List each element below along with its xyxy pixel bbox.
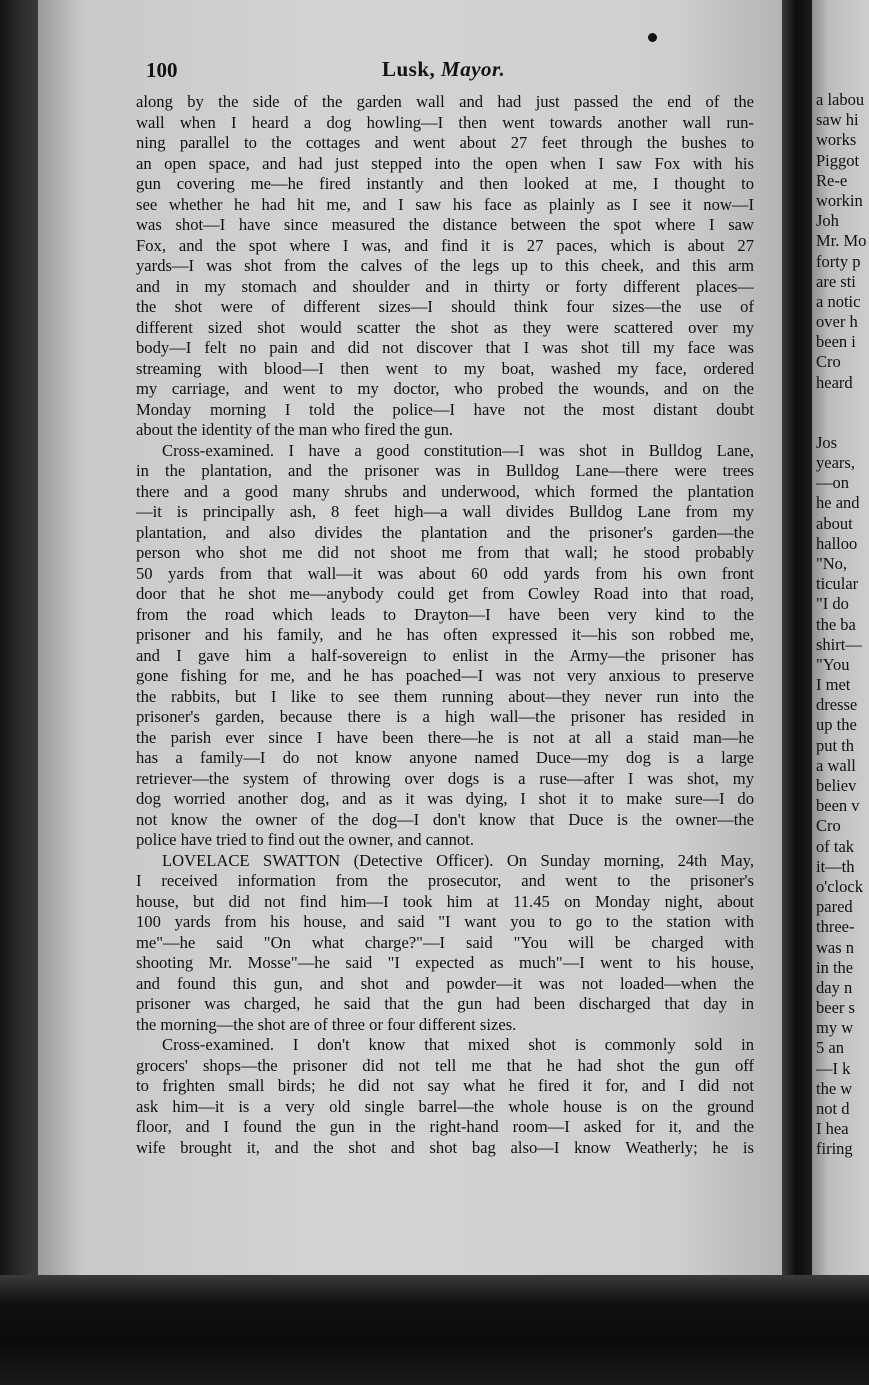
right-page-line: been v — [816, 796, 860, 816]
text-line: grocers' shops—the prisoner did not tell me that he had shot the gun off — [136, 1055, 754, 1075]
text-line: prisoner's garden, because there is a high wall—the prisoner has resided in — [136, 707, 754, 726]
right-page-line: up the — [816, 715, 857, 735]
text-line: shooting Mr. Mosse"—he said "I expected as much"—I went to his house, — [136, 953, 754, 972]
right-page-line: in the — [816, 957, 854, 977]
text-line: dog worried another dog, and as it was dying, I shot it to make sure—I do — [136, 789, 754, 808]
right-page-line: works — [816, 130, 857, 150]
right-page-line: a labou — [816, 90, 865, 109]
book-spine-shadow — [0, 0, 40, 1385]
text-line: Fox, and the spot where I was, and find it is 27 paces, which is about 27 — [136, 235, 754, 255]
right-page-line: my w — [816, 1018, 854, 1038]
right-page-line: shirt— — [816, 634, 862, 654]
right-page-line: Jos — [816, 432, 838, 452]
text-line: streaming with blood—I then went to my boat, washed my face, ordered — [136, 358, 754, 378]
text-line: gun covering me—he fired instantly and then looked at me, I thought to — [136, 174, 754, 193]
text-line: Cross-examined. I don't know that mixed shot is commonly sold in — [162, 1035, 754, 1054]
text-line: LOVELACE SWATTON (Detective Officer). On Sunday morning, 24th May, — [162, 850, 754, 870]
text-line: body—I felt no pain and did not discover that I was shot till my face was — [136, 338, 754, 357]
right-page-line: about — [816, 513, 853, 533]
text-line: I received information from the prosecutor, and went to the prisoner's — [136, 871, 754, 890]
right-page-line: workin — [816, 190, 863, 210]
page-number: 100 — [146, 58, 178, 82]
page-gutter — [782, 0, 814, 1290]
right-page-line: a notic — [816, 291, 861, 311]
right-page-line: day n — [816, 977, 853, 997]
right-page-line: he and — [816, 493, 860, 513]
right-page-line: "I do — [816, 594, 849, 614]
right-page-line: forty p — [816, 251, 861, 271]
text-line: gone fishing for me, and he has poached—I was not very anxious to preserve — [136, 666, 754, 685]
text-line: has a family—I do not know anyone named Duce—my dog is a large — [136, 748, 754, 767]
right-page-line: pared — [816, 897, 853, 917]
right-page-line: o'clock — [816, 876, 863, 896]
right-page-line: Cro — [816, 352, 841, 372]
right-page-line: over h — [816, 312, 858, 332]
right-page-line — [816, 393, 869, 433]
text-line: plantation, and also divides the plantation and the prisoner's garden—the — [136, 522, 754, 542]
running-head-title: Mayor. — [441, 57, 506, 81]
right-page-line: —on — [816, 473, 849, 493]
text-line: along by the side of the garden wall and had just passed the end of the — [136, 92, 754, 111]
text-line: wall when I heard a dog howling—I then went towards another wall run- — [136, 112, 754, 132]
running-head — [382, 57, 505, 82]
text-line: police have tried to find out the owner, and cannot. — [136, 830, 475, 849]
text-line: retriever—the system of throwing over dogs is a ruse—after I was shot, my — [136, 768, 754, 788]
right-page-line: "You — [816, 654, 850, 674]
text-line: ning parallel to the cottages and went about 27 feet through the bushes to — [136, 133, 754, 152]
bottom-shadow — [0, 1275, 869, 1385]
right-page-line: —I k — [816, 1058, 851, 1078]
right-page-line: years, — [816, 453, 855, 472]
right-page-line: I hea — [816, 1119, 849, 1139]
right-page-line: heard — [816, 372, 853, 392]
text-line: see whether he had hit me, and I saw his face as plainly as I see it now—I — [136, 194, 754, 214]
right-page-line: it—th — [816, 856, 855, 876]
text-line: not know the owner of the dog—I don't know that Duce is the owner—the — [136, 809, 754, 829]
text-line: —it is principally ash, 8 feet high—a wall divides Bulldog Lane from my — [136, 502, 754, 521]
text-line: 50 yards from that wall—it was about 60 odd yards from his own front — [136, 563, 754, 583]
text-line: different sized shot would scatter the shot as they were scattered over my — [136, 317, 754, 337]
right-page-line: Piggot — [816, 150, 860, 170]
text-line: there and a good many shrubs and underwood, which formed the plantation — [136, 481, 754, 501]
text-line: 100 yards from his house, and said "I want you to go to the station with — [136, 912, 754, 931]
text-line: Monday morning I told the police—I have not the most distant doubt — [136, 399, 754, 419]
text-line: person who shot me did not shoot me from that wall; he stood probably — [136, 543, 754, 562]
right-page-line: not d — [816, 1099, 850, 1118]
right-page-line: beer s — [816, 998, 855, 1018]
right-page-line: of tak — [816, 836, 855, 856]
right-page-line: the ba — [816, 614, 856, 634]
right-page-line: a wall — [816, 755, 856, 775]
text-line: wife brought it, and the shot and shot bag also—I know Weatherly; he is — [136, 1137, 754, 1157]
right-page-line: "No, — [816, 553, 848, 573]
body-text — [136, 92, 754, 1158]
right-page-line: ticular — [816, 574, 859, 594]
text-line: my carriage, and went to my doctor, who probed the wounds, and on the — [136, 379, 754, 398]
text-line: door that he shot me—anybody could get from Cowley Road into that road, — [136, 584, 754, 603]
right-page-line: Joh — [816, 211, 839, 231]
right-page-line: Cro — [816, 816, 841, 836]
right-page-line: 5 an — [816, 1038, 844, 1058]
text-line: the parish ever since I have been there—he is not at all a staid man—he — [136, 727, 754, 747]
running-head-name: Lusk, — [382, 57, 436, 81]
text-line: the morning—the shot are of three or four different sizes. — [136, 1014, 517, 1034]
text-line: me"—he said "On what charge?"—I said "You will be charged with — [136, 932, 754, 952]
text-line: Cross-examined. I have a good constitution—I was shot in Bulldog Lane, — [162, 440, 754, 460]
right-page-line: I met — [816, 675, 851, 695]
ink-speck — [648, 33, 657, 42]
text-line: house, but did not find him—I took him at 11.45 on Monday night, about — [136, 891, 754, 911]
text-line: and I gave him a half-sovereign to enlist in the Army—the prisoner has — [136, 645, 754, 665]
text-line: prisoner was charged, he said that the gun had been discharged that day in — [136, 994, 754, 1013]
right-page-line: dresse — [816, 695, 858, 715]
right-page-line: was n — [816, 937, 855, 957]
text-line: the rabbits, but I like to see them running about—they never run into the — [136, 686, 754, 706]
right-page-line: Re-e — [816, 170, 848, 190]
right-page-line: Mr. Mo — [816, 231, 867, 251]
right-page-line: halloo — [816, 533, 858, 553]
text-line: was shot—I have since measured the distance between the spot where I saw — [136, 215, 754, 234]
text-line: and in my stomach and shoulder and in thirty or forty different places— — [136, 276, 754, 296]
right-page-line: believ — [816, 776, 857, 795]
text-line: from the road which leads to Drayton—I have been very kind to the — [136, 604, 754, 624]
text-line: prisoner and his family, and he has often expressed it—his son robbed me, — [136, 625, 754, 644]
text-line: about the identity of the man who fired the gun. — [136, 420, 454, 439]
right-page-line: been i — [816, 332, 856, 352]
text-line: ask him—it is a very old single barrel—the whole house is on the ground — [136, 1096, 754, 1116]
text-line: in the plantation, and the prisoner was in Bulldog Lane—there were trees — [136, 461, 754, 480]
right-page-line: put th — [816, 735, 855, 755]
text-line: to frighten small birds; he did not say what he fired it for, and I did not — [136, 1076, 754, 1095]
text-line: yards—I was shot from the calves of the legs up to this cheek, and this arm — [136, 256, 754, 275]
right-page-line: the w — [816, 1078, 853, 1098]
right-page-line: are sti — [816, 271, 856, 291]
text-line: the shot were of different sizes—I should think four sizes—the use of — [136, 297, 754, 316]
right-page-line: firing — [816, 1139, 853, 1159]
text-line: an open space, and had just stepped into the open when I saw Fox with his — [136, 153, 754, 173]
right-page-line: three- — [816, 917, 855, 937]
right-page-text — [816, 90, 869, 1160]
right-page-line: saw hi — [816, 110, 859, 130]
text-line: and found this gun, and shot and powder—it was not loaded—when the — [136, 973, 754, 993]
text-line: floor, and I found the gun in the right-hand room—I asked for it, and the — [136, 1117, 754, 1136]
